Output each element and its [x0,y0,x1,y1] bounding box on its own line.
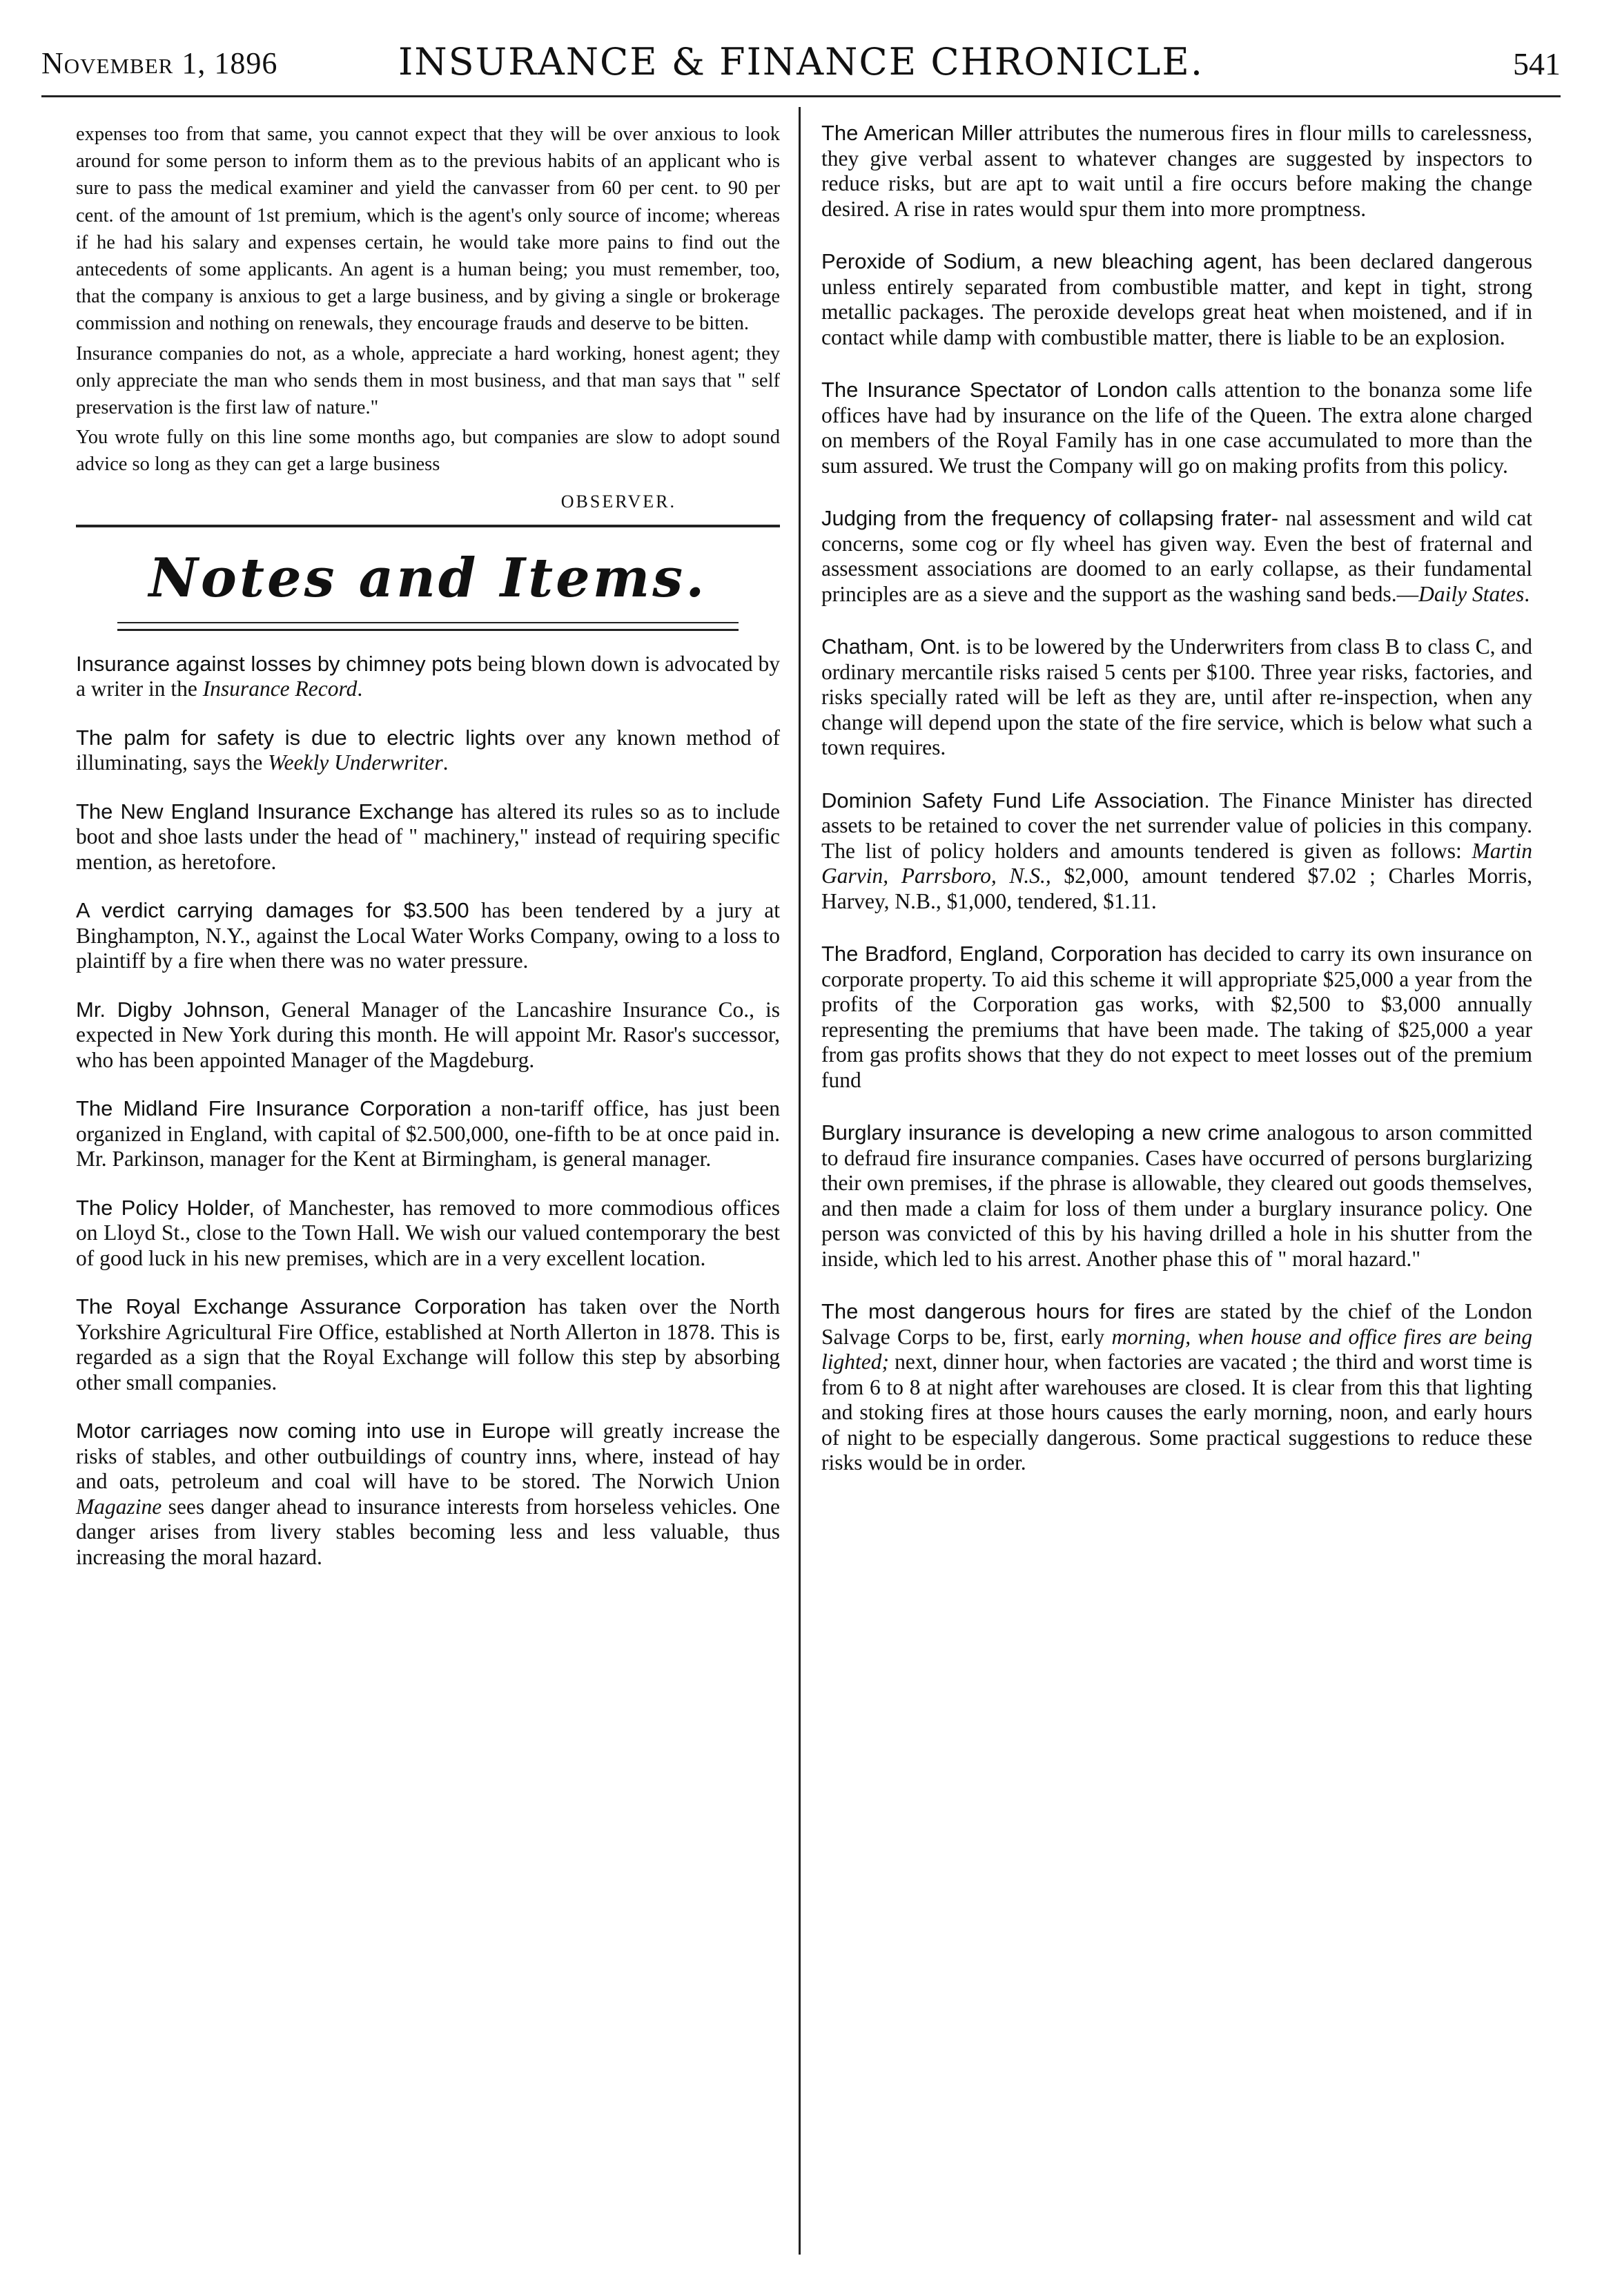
letter-body [76,121,780,515]
letter-paragraph: expenses too from that same, you cannot expect that they will be over anxious to look around for some person to inform them as to the previous habits of an applicant who is sure to pass the medical examiner and yield the canvasser from 60 per cent. to 90 per cent. of the amount of 1st premium, which is the agent's only source of income; whereas if he had his salary and expenses certain, he would take more pains to find out the antecedents of some applicants. An agent is a human being; you must remember, too, that the company is anxious to get a large business, and by giving a single or brokerage commission and nothing on renewals, they encourage frauds and deserve to be bitten. [76,124,780,335]
news-item-lead: Judging from the frequency of collapsing frater- [821,506,1279,530]
news-item [76,726,780,776]
news-item [821,942,1532,1093]
news-item [76,1294,780,1395]
news-item-body: has been declared dangerous unless entirely separated from combustible matter, and kept in tight, strong metallic packages. The peroxide develops great heat when moistened, and if in contact while damp with combustible matter, there is liable to be an explosion. [821,249,1532,349]
news-item [76,998,780,1073]
news-item-lead: The Royal Exchange Assurance Corporation [76,1294,527,1319]
news-item [76,1419,780,1570]
left-column [76,121,780,1593]
news-item [76,799,780,875]
news-item-tail: next, dinner hour, when factories are vacated ; the third and worst time is from 6 to 8 at night after warehouses are closed. It is clear from this that lighting and stoking fires at those hours causes the early morning, noon, and early hours of night to be especially dangerous. Some practical suggestions to reduce these risks would be in order. [821,1350,1532,1475]
news-item-body: nal assessment and wild cat concerns, some cog or fly wheel has given way. Even the best of fraternal and assessment associations are doomed to an early collapse, as their fundamental principles are as a sieve and the support as the washing sand beds.— [821,506,1532,606]
news-item-italic: Magazine [76,1494,162,1519]
news-item-lead: The most dangerous hours for fires [821,1299,1175,1323]
news-item-lead: Motor carriages now coming into use in Europe [76,1419,551,1443]
news-item-lead: A verdict carrying damages for $3.500 [76,898,469,923]
news-item [76,1096,780,1172]
news-item-lead: Mr. Digby Johnson, [76,997,271,1022]
column-divider [799,107,801,2255]
news-item-italic: Insurance Record [202,677,358,701]
right-column [821,121,1532,1504]
news-item-body: calls attention to the bonanza some life offices have had by insurance on the life of the Queen. The extra alone charged on members of the Royal Family has in one case accumulated to more than the sum assured. We trust the Company will go on making profits from this policy. [821,378,1533,478]
news-item-italic: Martin Garvin, Parrsboro, N.S., [821,838,1532,888]
news-item-body: is to be lowered by the Underwriters from class B to class C, and ordinary mercantile risks raised 5 cents per $100. Three year risks, factories, and risks specially rated will be left as they are, until after re-inspection, when any change will depend upon the state of the fire service, which is below what such a town requires. [821,634,1532,759]
news-item-lead: Peroxide of Sodium, a new bleaching agent, [821,249,1263,273]
issue-date: November 1, 1896 [41,46,278,80]
publication-title: INSURANCE & FINANCE CHRONICLE. [398,40,1204,84]
news-item-tail: . [442,750,449,775]
news-item-body: will greatly increase the risks of stables, and other outbuildings of country inns, where, instead of hay and oats, petroleum and coal will have to be stored. The Norwich Union [76,1419,780,1494]
section-rule-bottom [117,622,739,631]
news-item-body: are stated by the chief of the London Salvage Corps to be, first, early [821,1299,1533,1349]
letter-paragraph: You wrote fully on this line some months ago, but companies are slow to adopt sound advice so long as they can get a large business [76,427,780,476]
letter-signature: OBSERVER. [560,491,676,512]
news-item-body: being blown down is advocated by a writer in the [76,651,780,701]
news-item-body: The Finance Minister has directed assets to be retained to cover the net surrender value of policies in this company. The list of policy holders and amounts tendered is given as follows: [821,788,1532,863]
news-item-tail: . [357,677,363,701]
news-item-tail: $2,000, amount tendered $7.02 ; Charles Morris, Harvey, N.B., $1,000, tendered, $1.11. [821,864,1532,913]
section-rule-top [76,525,780,527]
news-item-body: a non-tariff office, has just been organized in England, with capital of $2.500,000, one-fifth to be at once paid in. Mr. Parkinson, manager for the Kent at Birmingham, is general manager. [76,1096,781,1171]
news-item-lead: Insurance against losses by chimney pots [76,651,472,676]
news-item-body: attributes the numerous fires in flour mills to carelessness, they give verbal assent to whatever changes are suggested by inspectors to reduce risks, but are apt to wait until a fire occurs before making the change desired. A rise in rates would spur them into more promptness. [821,121,1532,221]
header-rule [41,95,1561,97]
letter-paragraph: Insurance companies do not, as a whole, appreciate a hard working, honest agent; they only appreciate the man who sends them in most business, and that man says that " self preservation is the first law of nature." [76,342,780,419]
news-item [821,1299,1532,1476]
news-item-italic: morning, when house and office fires are being lighted; [821,1324,1533,1374]
news-item [821,506,1532,607]
news-item-body: has taken over the North Yorkshire Agricultural Fire Office, established at North Allerton in 1878. This is regarded as a sign that the Royal Exchange will follow this step by absorbing other small companies. [76,1294,780,1394]
news-item [76,898,780,974]
right-news-items [821,121,1532,1476]
news-item-lead: The Policy Holder, [76,1195,255,1220]
news-item [821,249,1532,350]
news-item-italic: Weekly Underwriter [268,750,443,775]
news-item-lead: The palm for safety is due to electric lights [76,725,516,750]
news-item-body: has altered its rules so as to include boot and shoe lasts under the head of " machinery," instead of requiring specific mention, as heretofore. [76,799,781,874]
news-item-lead: The American Miller [821,121,1013,145]
news-item-tail: . [1524,581,1530,606]
news-item-body: General Manager of the Lancashire Insurance Co., is expected in New York during this month. He will appoint Mr. Rasor's successor, who has been appointed Manager of the Magdeburg. [76,997,780,1072]
news-item-lead: The Midland Fire Insurance Corporation [76,1096,472,1121]
news-item-body: has decided to carry its own insurance on corporate property. To aid this scheme it will appropriate $25,000 a year from the profits of the Corporation gas works, with $2,500 to $3,000 annually representing the premiums that have been made. The taking of $25,000 a year from gas profits shows that they do not expect to meet losses out of the premium fund [821,942,1532,1092]
news-item-lead: Chatham, Ont. [821,634,961,659]
news-item-lead: Dominion Safety Fund Life Association. [821,788,1210,813]
news-item [76,1196,780,1272]
page-number: 541 [1513,46,1561,81]
news-item [821,121,1532,222]
news-item [821,634,1532,761]
news-item [821,378,1532,478]
news-item-body: has been tendered by a jury at Binghampton, N.Y., against the Local Water Works Company, owing to a loss to plaintiff by a fire when there was no water pressure. [76,898,780,973]
news-item [76,652,780,702]
news-item-body: of Manchester, has removed to more commodious offices on Lloyd St., close to the Town Hall. We wish our valued contemporary the best of good luck in his new premises, which are in a very excellent location. [76,1195,780,1270]
left-news-items [76,652,780,1570]
news-item-lead: The Insurance Spectator of London [821,378,1169,402]
news-item [821,788,1532,915]
news-item [821,1120,1532,1272]
section-title: Notes and Items. [148,546,707,610]
news-item-body: analogous to arson committed to defraud fire insurance companies. Cases have occurred of persons burglarizing their own premises, if the phrase is allowable, they cleared out goods themselves, and then made a claim for loss of them under a burglary insurance policy. One person was convicted of this by his having drilled a hole in his shutter from the inside, which led to his arrest. Another phase this of " moral hazard." [821,1120,1532,1271]
page-header [41,40,1561,88]
news-item-lead: Burglary insurance is developing a new crime [821,1120,1260,1145]
news-item-tail: sees danger ahead to insurance interests from horseless vehicles. One danger arises from livery stables becoming less and less valuable, thus increasing the moral hazard. [76,1494,780,1569]
news-item-lead: The New England Insurance Exchange [76,799,454,824]
news-item-body: over any known method of illuminating, says the [76,725,780,775]
news-item-lead: The Bradford, England, Corporation [821,942,1162,966]
news-item-italic: Daily States [1418,581,1525,606]
